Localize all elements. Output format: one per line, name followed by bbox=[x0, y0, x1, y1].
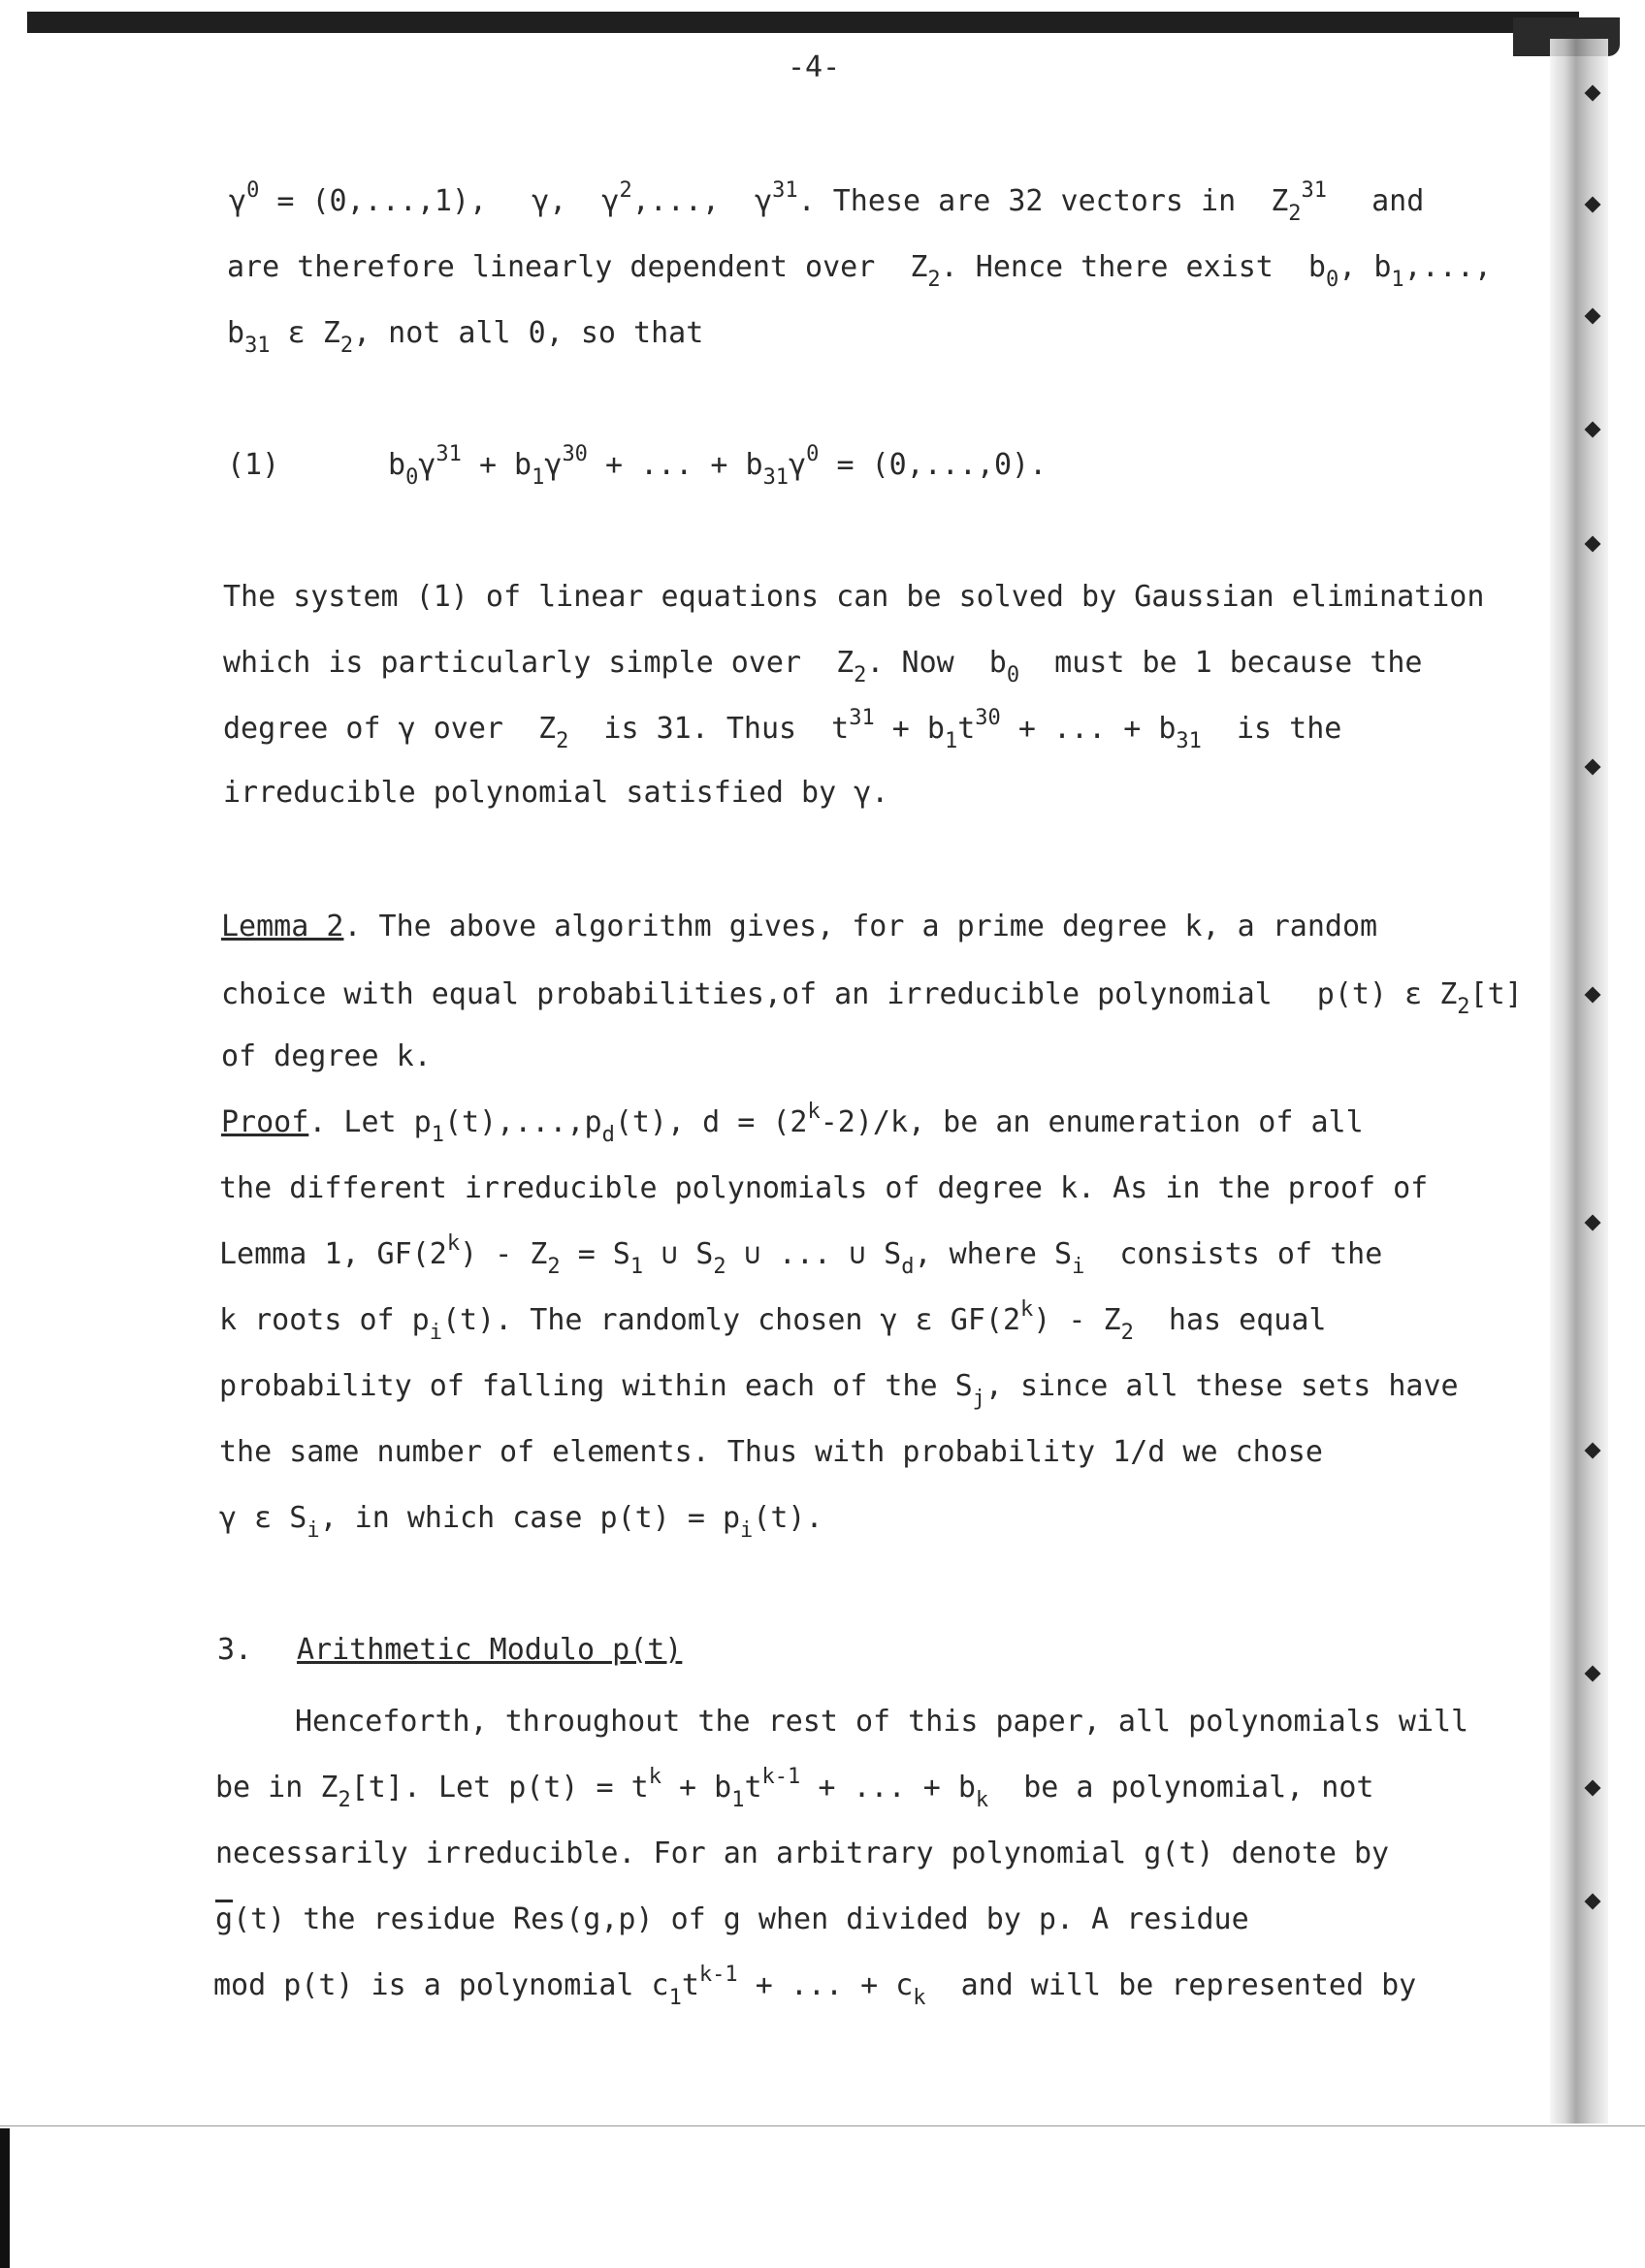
text-line: probability of falling within each of the $S_j$, since all these sets have bbox=[219, 1369, 1459, 1411]
equation: $b_0\gamma^{31} + b_1\gamma^{30}$ + ... + $b_{31}\gamma^0 = (0,...,0)$. bbox=[388, 442, 1048, 490]
lemma-2-statement: Lemma 2. The above algorithm gives, for a prime degree k, a random bbox=[221, 910, 1378, 943]
section-title: Arithmetic Modulo p(t) bbox=[297, 1633, 683, 1667]
text-line: the same number of elements. Thus with probability 1/d we chose bbox=[219, 1435, 1323, 1469]
text-line: the different irreducible polynomials of degree k. As in the proof of bbox=[219, 1171, 1429, 1205]
text-line: irreducible polynomial satisfied by γ. bbox=[223, 776, 889, 810]
text-line: degree of γ over $Z_2$ is 31. Thus $t^{31} + b_1t^{30}$ + ... + $b_{31}$ is the bbox=[223, 706, 1342, 753]
scan-right-edge-shadow bbox=[1550, 39, 1608, 2124]
scan-bottom-line bbox=[0, 2125, 1645, 2126]
text-line: Lemma 1, $GF(2^k) - Z_2 = S_1$ ∪ $S_2$ ∪ ... ∪ $S_d$, where $S_i$ consists of the bbox=[219, 1231, 1383, 1279]
text-line: be in $Z_2[t]$. Let $p(t) = t^k + b_1t^{k-1}$ + ... + $b_k$ be a polynomial, not bbox=[215, 1765, 1374, 1812]
text-line: are therefore linearly dependent over $Z_2$. Hence there exist $b_0$, $b_1$,..., bbox=[227, 250, 1492, 292]
text-line: Henceforth, throughout the rest of this paper, all polynomials will bbox=[295, 1705, 1469, 1739]
text-line: choice with equal probabilities,of an irreducible polynomial p(t) ε $Z_2[t]$ bbox=[221, 977, 1523, 1019]
text-line: of degree k. bbox=[221, 1039, 432, 1073]
text-line: γ ε $S_i$, in which case $p(t) = p_i(t)$. bbox=[219, 1501, 823, 1543]
text-line: The system (1) of linear equations can be solved by Gaussian elimination bbox=[223, 580, 1485, 614]
scan-top-border bbox=[27, 12, 1579, 33]
proof-line: Proof. Let $p_1(t),...,p_d(t)$, $d = (2^k-2)/k$, be an enumeration of all bbox=[221, 1100, 1364, 1147]
text-line: $\gamma^0 = (0,...,1)$, γ, $\gamma^2$,..., $\gamma^{31}$. These are 32 vectors in $Z_2^{31}$ and bbox=[229, 178, 1425, 226]
text-line: necessarily irreducible. For an arbitrary polynomial g(t) denote by bbox=[215, 1837, 1390, 1870]
text-line: k roots of $p_i(t)$. The randomly chosen γ ε $GF(2^k) - Z_2$ has equal bbox=[219, 1297, 1327, 1345]
page-number: -4- bbox=[788, 50, 841, 84]
text-line: mod p(t) is a polynomial $c_1t^{k-1}$ + ... + $c_k$ and will be represented by bbox=[213, 1963, 1417, 2010]
scan-bottom-left-border bbox=[0, 2128, 10, 2268]
equation-label: (1) bbox=[227, 448, 280, 482]
text-line: which is particularly simple over $Z_2$. Now $b_0$ must be 1 because the bbox=[223, 646, 1423, 687]
text-line: $\overline{g}(t)$ the residue Res(g,p) of g when divided by p. A residue bbox=[215, 1902, 1249, 1936]
text-line: $b_{31}$ ε $Z_2$, not all 0, so that bbox=[227, 316, 704, 358]
section-number: 3. bbox=[217, 1633, 253, 1667]
